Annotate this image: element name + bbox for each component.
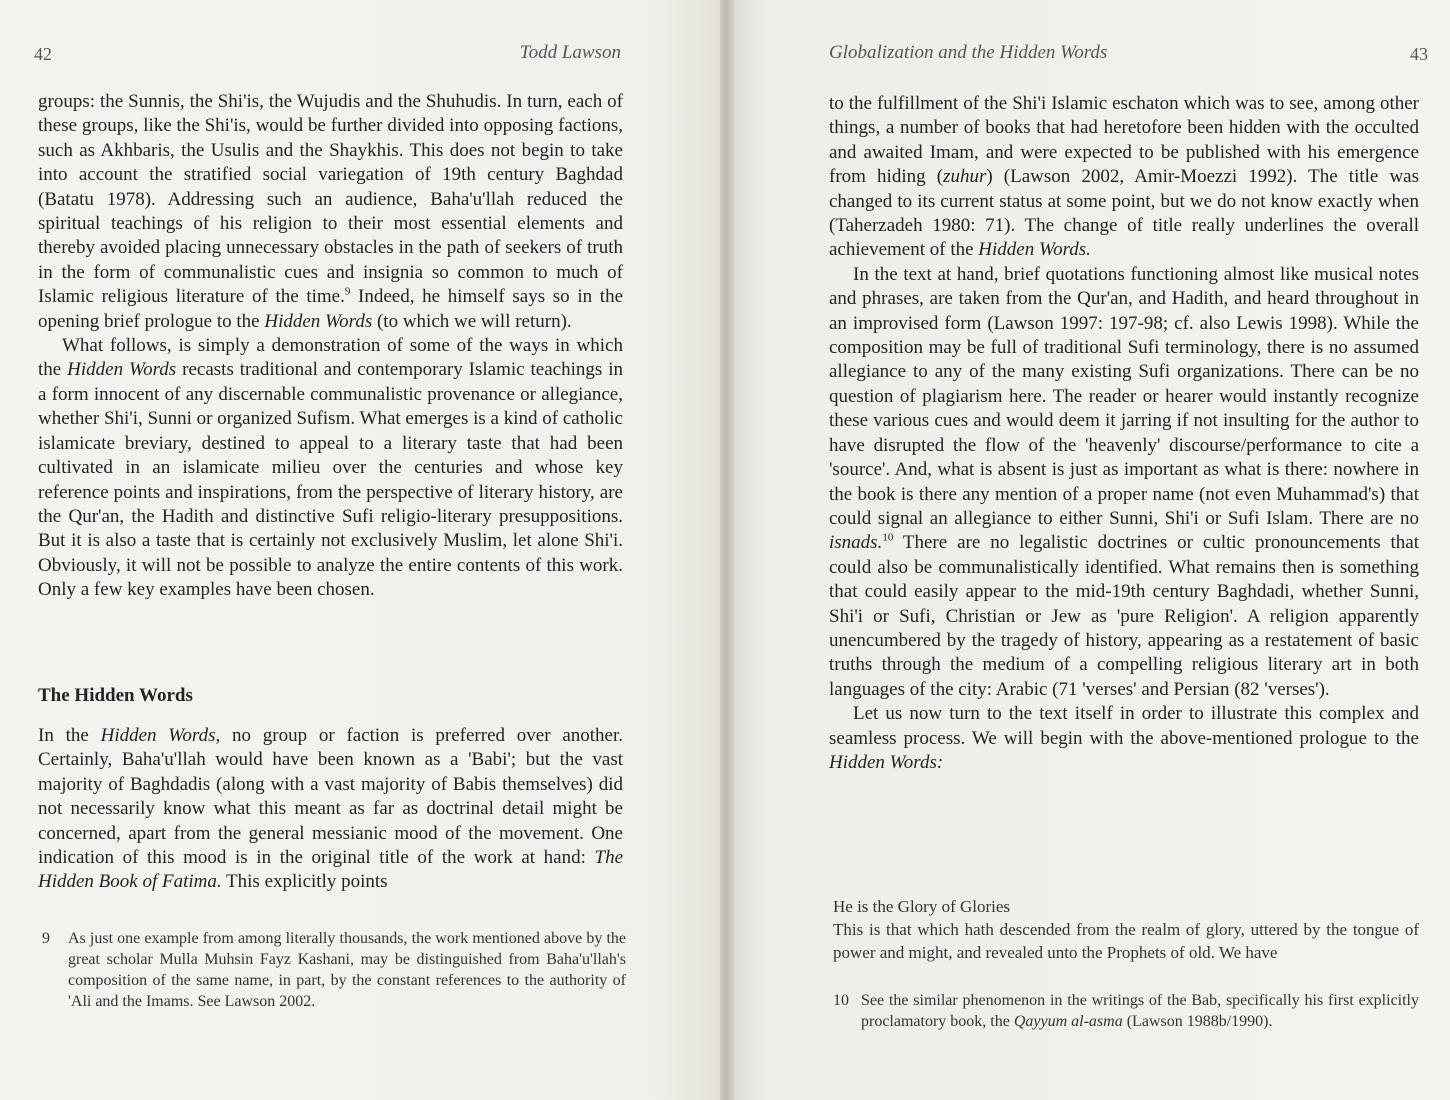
page-number-right: 43 xyxy=(1410,44,1428,64)
right-page xyxy=(725,0,1450,1100)
page-number-left: 42 xyxy=(34,44,52,64)
running-head-left: Todd Lawson xyxy=(519,42,621,63)
footnote-number: 9 xyxy=(42,930,50,947)
footnote-text: As just one example from among literally thousands, the work mentioned above by the great scholar Mulla Muhsin Fayz Kashani, may be distinguished from Baha'u'llah's composition of the same name, in part, by the constant references to the authority of 'Ali and the Imams. See Lawson 2002. xyxy=(68,930,626,1010)
paragraph: groups: the Sunnis, the Shi'is, the Wujudis and the Shuhudis. In turn, each of these groups, like the Shi'is, would be further divided into opposing factions, such as Akhbaris, the Usulis and the Shaykhis. This does not begin to take into account the stratified social variegation of 19th century Baghdad (Batatu 1978). Addressing such an audience, Baha'u'llah reduced the spiritual teachings of his religion to their most essential elements and thereby avoided placing unnecessary obstacles in the path of seekers of truth in the form of communalistic cues and insignia so common to much of Islamic religious literature of the time.$^9$ Indeed, he himself says so in the opening brief prologue to the Hidden Words (to which we will return). xyxy=(38,91,623,332)
section-heading-block xyxy=(38,684,623,708)
footnote-9 xyxy=(42,928,626,1012)
quote-line: This is that which hath descended from the realm of glory, uttered by the tongue of power and might, and revealed unto the Prophets of old. We have xyxy=(833,920,1419,962)
footnote-10: 10 See the similar phenomenon in the writings of the Bab, specifically his first explicitly proclamatory book, the Qayyum al-asma (Lawson 1988b/1990). xyxy=(833,992,1419,1030)
paragraph: In the Hidden Words, no group or faction is preferred over another. Certainly, Baha'u'llah would have been known as a 'Babi'; but the vast majority of Baghdadis (along with a vast majority of Babis themselves) did not necessarily know what this meant as far as doctrinal detail might be concerned, apart from the general messianic mood of the movement. One indication of this mood is in the original title of the work at hand: The Hidden Book of Fatima. This explicitly points xyxy=(38,725,623,893)
footnote-number: 10 xyxy=(833,992,849,1009)
running-head-right: Globalization and the Hidden Words xyxy=(829,42,1108,63)
book-gutter xyxy=(720,0,734,1100)
paragraph: Let us now turn to the text itself in order to illustrate this complex and seamless process. We will begin with the above-mentioned prologue to the Hidden Words: xyxy=(829,703,1419,773)
left-body-text-2 xyxy=(38,724,623,895)
footnote-ref[interactable]: 9 xyxy=(344,285,351,298)
block-quote xyxy=(833,895,1419,964)
paragraph: to the fulfillment of the Shi'i Islamic eschaton which was to see, among other things, a number of books that had heretofore been hidden with the occulted and awaited Imam, and were expected to be published with his emergence from hiding (zuhur) (Lawson 2002, Amir-Moezzi 1992). The title was changed to its current status at some point, but we do not know exactly when (Taherzadeh 1980: 71). The change of title really underlines the overall achievement of the Hidden Words. xyxy=(829,93,1420,261)
right-body-text xyxy=(829,92,1419,775)
quote-line: He is the Glory of Glories xyxy=(833,897,1011,916)
paragraph: In the text at hand, brief quotations functioning almost like musical notes and phrases, are taken from the Qur'an, and Hadith, and heard throughout in an improvised form (Lawson 1997: 197-98; cf. also Lewis 1998). While the composition may be full of traditional Sufi terminology, there is no assumed allegiance to any of the many existing Sufi organizations. There can be no question of plagiarism here. The reader or hearer would instantly recognize these various cues and would deem it jarring if not insulting for the author to have disrupted the flow of the 'heavenly' discourse/performance to cite a 'source'. And, what is absent is just as important as what is there: nowhere in the book is there any mention of a proper name (not even Muhammad's) that could signal an allegiance to either Sunni, Shi'i or Sufi Islam. There are no isnads.$^{10}$ There are no legalistic doctrines or cultic pronouncements that could also be communalistically identified. What remains then is something that could easily appear to the mid-19th century Baghdadi, whether Sunni, Shi'i or Sufi, Christian or Jew as 'pure Religion'. A religion apparently unencumbered by the tragedy of history, appearing as a restatement of basic truths through the medium of a compelling religious literary art in both languages of the city: Arabic (71 'verses' and Persian (82 'verses'). xyxy=(829,263,1419,700)
paragraph: What follows, is simply a demonstration of some of the ways in which the Hidden Words recasts traditional and contemporary Islamic teachings in a form innocent of any discernable communalistic provenance or allegiance, whether Shi'i, Sunni or organized Sufism. What emerges is a kind of catholic islamicate breviary, destined to appeal to a literary taste that had been cultivated in an islamicate milieu over the centuries and whose key reference points and inspirations, from the perspective of literary history, are the Qur'an, the Hadith and distinctive Sufi religio-literary presuppositions. But it is also a taste that is certainly not exclusively Muslim, let alone Shi'i. Obviously, it will not be possible to analyze the entire contents of this work. Only a few key examples have been chosen. xyxy=(38,335,623,601)
left-body-text xyxy=(38,90,623,603)
footnote-ref[interactable]: 10 xyxy=(882,531,894,544)
section-heading: The Hidden Words xyxy=(38,685,193,706)
